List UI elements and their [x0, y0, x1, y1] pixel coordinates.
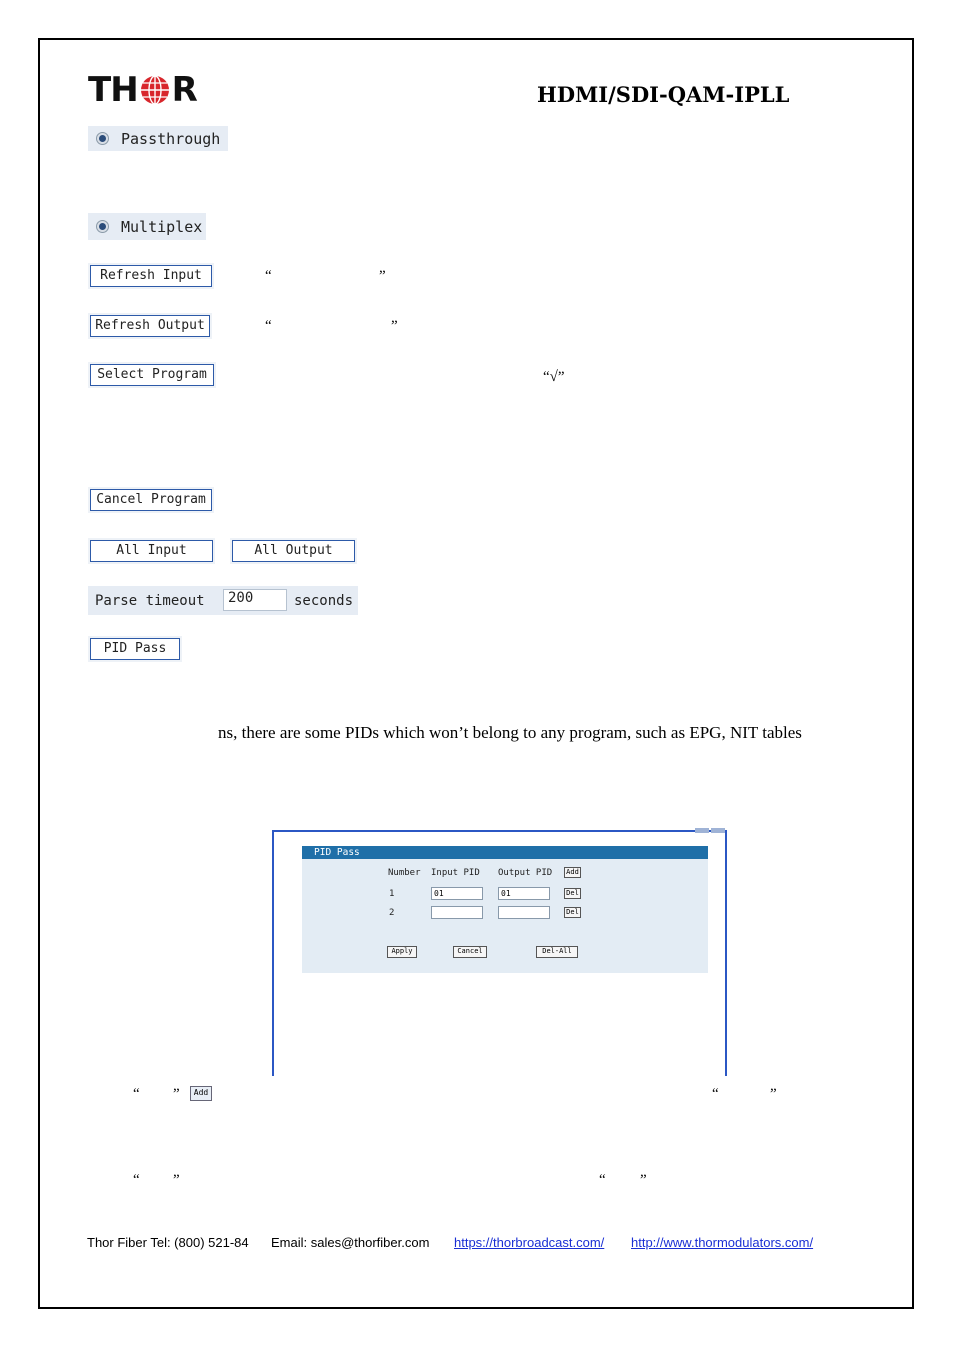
row2-output-pid[interactable] — [498, 906, 550, 919]
open-quote: “ — [133, 1086, 140, 1102]
document-title: HDMI/SDI-QAM-IPLL — [537, 82, 790, 107]
cancel-program-wrap — [88, 487, 214, 513]
row2-input-pid[interactable] — [431, 906, 483, 919]
inline-add-button: Add — [190, 1086, 212, 1101]
col-output-header: Output PID — [498, 868, 553, 878]
col-number-header: Number — [388, 868, 421, 878]
thor-logo — [88, 70, 197, 110]
all-output-button[interactable]: All Output — [232, 540, 355, 562]
pid-add-button[interactable]: Add — [564, 867, 581, 878]
select-program-button[interactable]: Select Program — [90, 364, 214, 386]
open-quote: “ — [133, 1172, 140, 1188]
open-quote: “ — [712, 1086, 719, 1102]
multiplex-label: Multiplex — [121, 217, 203, 236]
row1-del-button[interactable]: Del — [564, 888, 581, 899]
refresh-output-wrap — [88, 313, 212, 339]
parse-timeout-input[interactable]: 200 — [223, 589, 287, 611]
refresh-input-wrap — [88, 263, 214, 289]
close-quote: ” — [391, 318, 398, 334]
close-quote: ” — [173, 1086, 180, 1102]
close-quote: ” — [640, 1172, 647, 1188]
window-corner-icon — [695, 828, 725, 833]
all-input-wrap — [88, 538, 215, 564]
row1-output-pid[interactable]: 01 — [498, 887, 550, 900]
globe-icon — [139, 74, 171, 106]
open-quote: “ — [265, 268, 272, 284]
radio-selected-icon — [96, 132, 109, 145]
body-paragraph: ns, there are some PIDs which won’t belong to any program, such as EPG, NIT tables — [218, 723, 802, 742]
pid-dialog-title: PID Pass — [302, 846, 708, 859]
all-input-button[interactable]: All Input — [90, 540, 213, 562]
footer-tel: Thor Fiber Tel: (800) 521-84 — [87, 1235, 249, 1250]
footer-link-thormodulators[interactable]: http://www.thormodulators.com/ — [631, 1235, 814, 1250]
cancel-program-button[interactable]: Cancel Program — [90, 489, 212, 511]
pid-pass-dialog-screenshot — [272, 830, 727, 1076]
footer-link-thorbroadcast[interactable]: https://thorbroadcast.com/ — [454, 1235, 605, 1250]
refresh-input-button[interactable]: Refresh Input — [90, 265, 212, 287]
row-number: 1 — [389, 889, 395, 899]
multiplex-radio[interactable] — [88, 213, 206, 240]
row1-input-pid[interactable]: 01 — [431, 887, 483, 900]
select-program-wrap — [88, 362, 216, 388]
radio-selected-icon — [96, 220, 109, 233]
pid-dialog-panel — [302, 859, 708, 973]
apply-button[interactable]: Apply — [387, 946, 417, 958]
pid-pass-button[interactable]: PID Pass — [90, 638, 180, 660]
passthrough-label: Passthrough — [121, 129, 221, 148]
close-quote: ” — [770, 1086, 777, 1102]
open-quote: “ — [265, 318, 272, 334]
parse-timeout-label: Parse timeout — [95, 593, 205, 609]
row2-del-button[interactable]: Del — [564, 907, 581, 918]
parse-timeout-row — [88, 586, 358, 615]
col-input-header: Input PID — [431, 868, 480, 878]
row-number: 2 — [389, 908, 395, 918]
logo-text-right: R — [171, 70, 197, 110]
close-quote: ” — [173, 1172, 180, 1188]
passthrough-radio[interactable] — [88, 126, 228, 151]
pid-pass-wrap — [88, 636, 182, 662]
parse-timeout-unit: seconds — [294, 593, 354, 609]
open-quote: “ — [599, 1172, 606, 1188]
cancel-button[interactable]: Cancel — [453, 946, 487, 958]
del-all-button[interactable]: Del-All — [536, 946, 578, 958]
footer-email: Email: sales@thorfiber.com — [271, 1235, 430, 1250]
check-mark-quote: “√” — [543, 369, 565, 385]
close-quote: ” — [379, 268, 386, 284]
logo-text-left: TH — [88, 70, 138, 110]
refresh-output-button[interactable]: Refresh Output — [90, 315, 210, 337]
all-output-wrap — [230, 538, 357, 564]
